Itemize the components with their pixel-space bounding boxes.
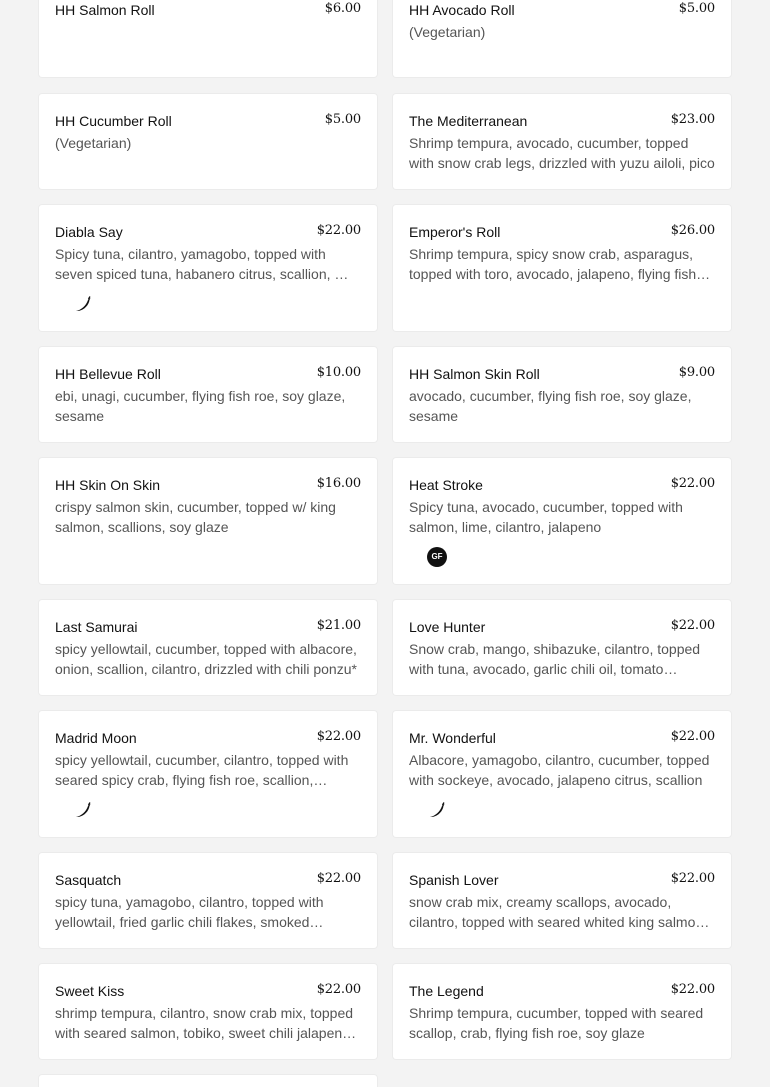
menu-item-card[interactable] bbox=[393, 347, 731, 442]
item-price: $22.00 bbox=[316, 223, 361, 238]
item-description: Shrimp tempura, cucumber, topped with seared scallop, crab, flying fish roe, soy glaze bbox=[409, 1005, 704, 1041]
item-name: Sasquatch bbox=[55, 872, 122, 888]
item-name: HH Cucumber Roll bbox=[55, 113, 172, 129]
item-price: $23.00 bbox=[670, 112, 715, 127]
item-price: $16.00 bbox=[316, 476, 361, 491]
chili-pepper-icon bbox=[73, 800, 93, 820]
item-price: $5.00 bbox=[324, 112, 361, 127]
item-price: $22.00 bbox=[316, 871, 361, 886]
item-name: HH Salmon Roll bbox=[55, 2, 155, 18]
item-name: Heat Stroke bbox=[409, 477, 483, 493]
item-price: $22.00 bbox=[670, 618, 715, 633]
item-description: shrimp tempura, cilantro, snow crab mix, topped with seared salmon, tobiko, sweet chili jalapen… bbox=[55, 1005, 357, 1041]
menu-item-card[interactable] bbox=[39, 711, 377, 837]
item-price: $5.00 bbox=[678, 1, 715, 16]
item-description: snow crab mix, creamy scallops, avocado, cilantro, topped with seared whited king salmo… bbox=[409, 894, 710, 930]
item-price: $22.00 bbox=[316, 982, 361, 997]
gluten-free-badge-label: GF bbox=[427, 547, 447, 567]
menu-item-card[interactable] bbox=[393, 0, 731, 77]
item-description: avocado, cucumber, flying fish roe, soy glaze, sesame bbox=[409, 388, 692, 424]
item-name: Last Samurai bbox=[55, 619, 138, 635]
item-price: $26.00 bbox=[670, 223, 715, 238]
item-description: (Vegetarian) bbox=[409, 24, 486, 40]
item-name: Mr. Wonderful bbox=[409, 730, 496, 746]
item-description: Spicy tuna, avocado, cucumber, topped with salmon, lime, cilantro, jalapeno bbox=[409, 499, 683, 535]
menu-item-card[interactable] bbox=[39, 964, 377, 1059]
item-description: spicy yellowtail, cucumber, topped with albacore, onion, scallion, cilantro, drizzled with chili ponzu* bbox=[55, 641, 357, 677]
item-description: Spicy tuna, cilantro, yamagobo, topped with seven spiced tuna, habanero citrus, scallion, … bbox=[55, 246, 349, 282]
menu-item-card[interactable] bbox=[393, 94, 731, 189]
item-name: HH Bellevue Roll bbox=[55, 366, 161, 382]
item-name: HH Avocado Roll bbox=[409, 2, 515, 18]
item-price: $9.00 bbox=[678, 365, 715, 380]
menu-item-card[interactable] bbox=[393, 205, 731, 331]
item-description: Shrimp tempura, spicy snow crab, asparagus, topped with toro, avocado, jalapeno, flying fish… bbox=[409, 246, 711, 282]
menu-item-card[interactable] bbox=[393, 600, 731, 695]
item-price: $22.00 bbox=[316, 729, 361, 744]
item-name: The Mediterranean bbox=[409, 113, 528, 129]
item-price: $21.00 bbox=[316, 618, 361, 633]
item-price: $6.00 bbox=[324, 1, 361, 16]
item-name: The Legend bbox=[409, 983, 484, 999]
item-description: spicy yellowtail, cucumber, cilantro, topped with seared spicy crab, flying fish roe, scallion,… bbox=[55, 752, 349, 788]
gluten-free-icon bbox=[427, 547, 447, 567]
item-description: Shrimp tempura, avocado, cucumber, topped with snow crab legs, drizzled with yuzu ailoli, pico bbox=[409, 135, 715, 171]
item-name: Emperor's Roll bbox=[409, 224, 501, 240]
item-name: Madrid Moon bbox=[55, 730, 137, 746]
menu-item-card[interactable] bbox=[39, 94, 377, 189]
item-name: HH Skin On Skin bbox=[55, 477, 161, 493]
menu-item-card[interactable] bbox=[393, 711, 731, 837]
item-description: Albacore, yamagobo, cilantro, cucumber, topped with sockeye, avocado, jalapeno citrus, scallion bbox=[409, 752, 710, 788]
item-description: Snow crab, mango, shibazuke, cilantro, topped with tuna, avocado, garlic chili oil, tomato… bbox=[409, 641, 701, 677]
item-price: $22.00 bbox=[670, 476, 715, 491]
menu-item-card[interactable] bbox=[39, 853, 377, 948]
menu-item-card[interactable] bbox=[393, 853, 731, 948]
menu-item-card[interactable] bbox=[393, 458, 731, 584]
item-name: Spanish Lover bbox=[409, 872, 499, 888]
menu-item-card[interactable] bbox=[39, 205, 377, 331]
menu-item-card[interactable] bbox=[393, 964, 731, 1059]
chili-pepper-icon bbox=[427, 800, 447, 820]
menu-item-card[interactable] bbox=[39, 0, 377, 77]
item-name: Sweet Kiss bbox=[55, 983, 125, 999]
item-price: $22.00 bbox=[670, 982, 715, 997]
item-description: crispy salmon skin, cucumber, topped w/ king salmon, scallions, soy glaze bbox=[55, 499, 336, 535]
item-price: $10.00 bbox=[316, 365, 361, 380]
item-name: HH Salmon Skin Roll bbox=[409, 366, 540, 382]
menu-item-card[interactable] bbox=[39, 600, 377, 695]
item-name: Diabla Say bbox=[55, 224, 123, 240]
item-name: Love Hunter bbox=[409, 619, 486, 635]
item-description: ebi, unagi, cucumber, flying fish roe, soy glaze, sesame bbox=[55, 388, 346, 424]
menu-item-card[interactable] bbox=[39, 458, 377, 584]
item-description: (Vegetarian) bbox=[55, 135, 132, 151]
item-price: $22.00 bbox=[670, 871, 715, 886]
item-description: spicy tuna, yamagobo, cilantro, topped with yellowtail, fried garlic chili flakes, smoked… bbox=[55, 894, 324, 930]
chili-pepper-icon bbox=[73, 294, 93, 314]
menu-item-card[interactable] bbox=[39, 1075, 377, 1087]
item-price: $22.00 bbox=[670, 729, 715, 744]
menu-item-card[interactable] bbox=[39, 347, 377, 442]
